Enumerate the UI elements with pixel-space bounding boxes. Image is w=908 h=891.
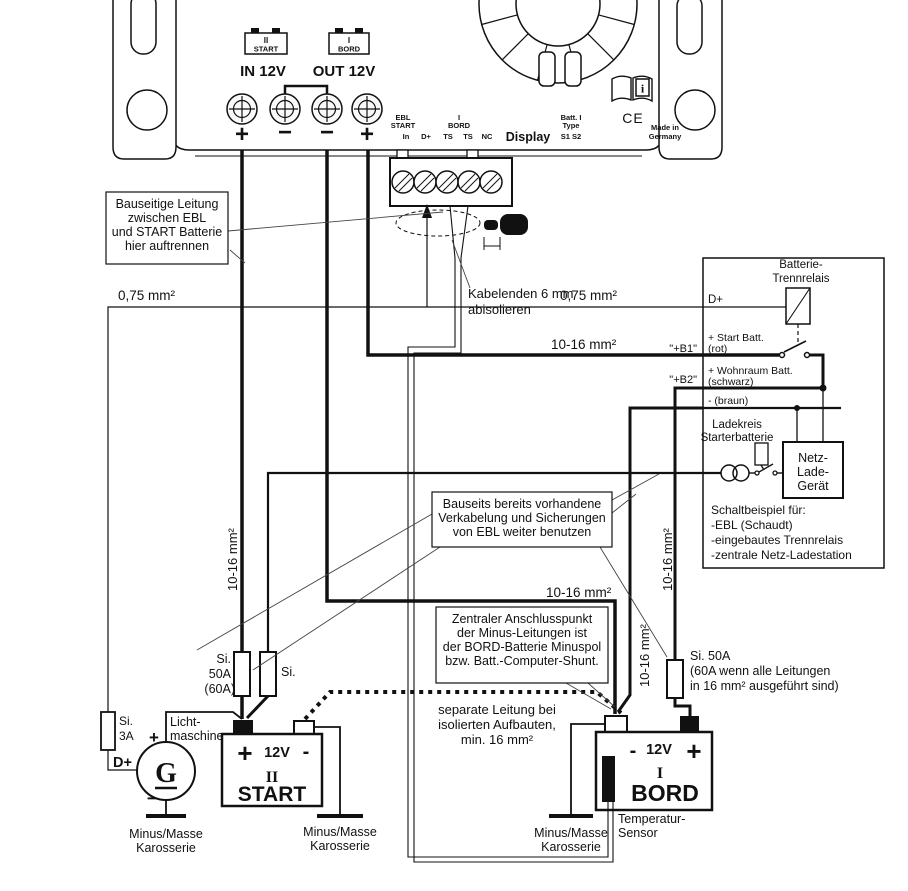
svg-text:I: I (656, 765, 664, 782)
bord-minus-post (605, 716, 627, 732)
svg-text:EBL: EBL (395, 113, 411, 122)
left-screw-hole (127, 90, 167, 130)
note-central-box (436, 607, 608, 683)
right-screw-hole (675, 90, 715, 130)
label-1016-rot-start: 10-16 mm² (225, 528, 240, 591)
svg-text:TS: TS (443, 132, 453, 141)
label-b2: "+B2" (669, 374, 697, 386)
display-label: Display (505, 130, 551, 144)
svg-text:zwischen EBL: zwischen EBL (127, 211, 207, 225)
svg-text:Minus/Masse: Minus/Masse (303, 825, 377, 839)
note-cut-box (106, 192, 228, 264)
svg-text:12V: 12V (264, 745, 290, 761)
svg-text:Trennrelais: Trennrelais (772, 273, 830, 285)
svg-text:(60A wenn alle Leitungen: (60A wenn alle Leitungen (690, 664, 831, 678)
junction-dot (794, 405, 800, 411)
svg-text:-: - (302, 741, 310, 763)
svg-text:Made in: Made in (651, 123, 679, 132)
svg-text:-EBL (Schaudt): -EBL (Schaudt) (711, 518, 793, 532)
svg-text:Kabelenden 6 mm: Kabelenden 6 mm (468, 286, 574, 301)
svg-text:START: START (237, 783, 307, 806)
svg-text:- (braun): - (braun) (708, 395, 749, 407)
right-slot-hole (677, 0, 702, 54)
svg-text:Type: Type (562, 121, 580, 130)
sensor-label (618, 812, 685, 840)
label-075-left: 0,75 mm² (118, 288, 176, 303)
svg-text:Verkabelung und Sicherungen: Verkabelung und Sicherungen (438, 511, 606, 525)
relay-switch-blade (784, 341, 806, 352)
svg-text:abisolieren: abisolieren (468, 302, 531, 317)
svg-text:Minus/Masse: Minus/Masse (129, 827, 203, 841)
svg-text:Starterbatterie: Starterbatterie (700, 432, 774, 444)
svg-text:isolierten Aufbauten,: isolierten Aufbauten, (438, 717, 556, 732)
svg-text:50A: 50A (208, 667, 231, 681)
separate-note (438, 702, 556, 747)
fuse-si3a (101, 712, 115, 750)
icon-name: START (253, 44, 279, 54)
label-1016-rot-braun: 10-16 mm² (637, 624, 652, 687)
svg-text:Si.: Si. (281, 665, 296, 679)
svg-text:3A: 3A (119, 729, 134, 743)
svg-text:Karosserie: Karosserie (541, 840, 601, 854)
svg-text:I: I (457, 113, 461, 122)
svg-text:von EBL weiter benutzen: von EBL weiter benutzen (452, 525, 592, 539)
svg-text:Batterie-: Batterie- (779, 259, 823, 271)
cable-end-illustration (484, 214, 528, 250)
svg-text:Batt. I: Batt. I (560, 113, 582, 122)
svg-text:BORD: BORD (447, 121, 471, 130)
svg-text:+: + (237, 738, 253, 768)
svg-text:BORD: BORD (631, 780, 699, 806)
label-1016-minus: 10-16 mm² (546, 585, 612, 600)
junction-dot (820, 385, 827, 392)
svg-text:Lade-: Lade- (797, 465, 829, 479)
svg-text:bzw. Batt.-Computer-Shunt.: bzw. Batt.-Computer-Shunt. (445, 654, 599, 668)
svg-text:-eingebautes Trennrelais: -eingebautes Trennrelais (711, 533, 844, 547)
svg-text:Licht-: Licht- (170, 715, 201, 729)
start-plus-post (233, 720, 253, 734)
ladekreis-fuse (755, 443, 768, 465)
start-minus-post (294, 721, 314, 734)
svg-text:+ Start Batt.: + Start Batt. (708, 332, 764, 344)
terminal-sign-plus-in: + (234, 121, 250, 148)
svg-text:Gerät: Gerät (797, 479, 829, 493)
note-reuse-box (432, 492, 612, 547)
svg-text:Si.: Si. (216, 652, 231, 666)
fuse-si50a-bord (667, 660, 683, 698)
bord-battery (596, 716, 712, 810)
fuse-si50a-start (234, 652, 250, 696)
svg-text:II: II (265, 769, 279, 786)
svg-text:(schwarz): (schwarz) (708, 376, 754, 388)
svg-text:S1 S2: S1 S2 (560, 132, 582, 141)
svg-text:Bauseitige Leitung: Bauseitige Leitung (115, 197, 219, 211)
icon-name: BORD (337, 44, 361, 54)
svg-text:min. 16 mm²: min. 16 mm² (460, 732, 534, 747)
strip-note (468, 286, 574, 317)
svg-text:(60A): (60A) (204, 682, 235, 696)
svg-text:Temperatur-: Temperatur- (618, 812, 686, 826)
svg-text:In: In (402, 132, 410, 141)
charger-device (113, 0, 722, 159)
svg-text:D+: D+ (421, 132, 431, 141)
svg-text:TS: TS (463, 132, 473, 141)
svg-text:D+: D+ (708, 294, 724, 306)
svg-text:und START Batterie: und START Batterie (111, 225, 223, 239)
svg-text:START: START (390, 121, 416, 130)
svg-text:der Minus-Leitungen ist: der Minus-Leitungen ist (457, 626, 587, 640)
svg-text:Ladekreis: Ladekreis (712, 419, 762, 431)
icon-roman: II (263, 36, 269, 45)
svg-text:Bauseits bereits vorhandene: Bauseits bereits vorhandene (442, 497, 602, 511)
svg-text:+ Wohnraum Batt.: + Wohnraum Batt. (708, 365, 793, 377)
svg-text:Si. 50A: Si. 50A (690, 649, 731, 663)
ebl-labels (701, 259, 852, 562)
icon-roman: I (347, 36, 351, 45)
start-battery (222, 720, 322, 806)
terminal-sign-minus-out: − (319, 119, 335, 146)
svg-text:-: - (629, 740, 637, 762)
svg-text:hier auftrennen: hier auftrennen (124, 239, 210, 253)
block-screws (392, 171, 502, 193)
label-075-right: 0,75 mm² (560, 288, 618, 303)
temperature-sensor (602, 756, 615, 802)
svg-text:Netz-: Netz- (798, 451, 828, 465)
label-1016-b1: 10-16 mm² (551, 337, 617, 352)
terminal-sign-minus-in: − (277, 119, 293, 146)
svg-text:Germany: Germany (648, 132, 682, 141)
svg-text:+: + (686, 736, 702, 766)
generator-plus: + (149, 728, 159, 747)
left-slot-hole (131, 0, 156, 54)
in-12v-label: IN 12V (240, 63, 286, 80)
svg-text:Minus/Masse: Minus/Masse (534, 826, 608, 840)
svg-text:Sensor: Sensor (618, 826, 658, 840)
svg-text:der BORD-Batterie Minuspol: der BORD-Batterie Minuspol (442, 640, 602, 654)
label-b1: "+B1" (669, 343, 697, 355)
svg-text:in 16 mm² ausgeführt sind): in 16 mm² ausgeführt sind) (690, 679, 839, 693)
out-12v-label: OUT 12V (312, 63, 376, 80)
svg-text:separate Leitung bei: separate Leitung bei (438, 702, 556, 717)
svg-text:NC: NC (481, 132, 493, 141)
label-1016-rot-b2: 10-16 mm² (660, 528, 675, 591)
ce-mark: CE (622, 110, 644, 126)
svg-text:(rot): (rot) (708, 343, 728, 355)
generator-minus: − (147, 789, 157, 808)
dplus-label: D+ (113, 755, 132, 771)
svg-text:Karosserie: Karosserie (310, 839, 370, 853)
bord-plus-post (680, 716, 699, 732)
fuse-si-start (260, 652, 276, 696)
svg-text:Zentraler Anschlusspunkt: Zentraler Anschlusspunkt (451, 612, 593, 626)
svg-text:12V: 12V (646, 742, 672, 758)
generator-g: G (155, 758, 177, 789)
svg-text:Schaltbeispiel für:: Schaltbeispiel für: (711, 503, 806, 517)
ground-labels (129, 825, 608, 855)
svg-text:i: i (640, 81, 645, 96)
svg-text:-zentrale Netz-Ladestation: -zentrale Netz-Ladestation (711, 548, 852, 562)
svg-text:Si.: Si. (119, 714, 134, 728)
svg-text:Karosserie: Karosserie (136, 841, 196, 855)
svg-text:maschine: maschine (170, 729, 224, 743)
terminal-sign-plus-out: + (359, 121, 375, 148)
